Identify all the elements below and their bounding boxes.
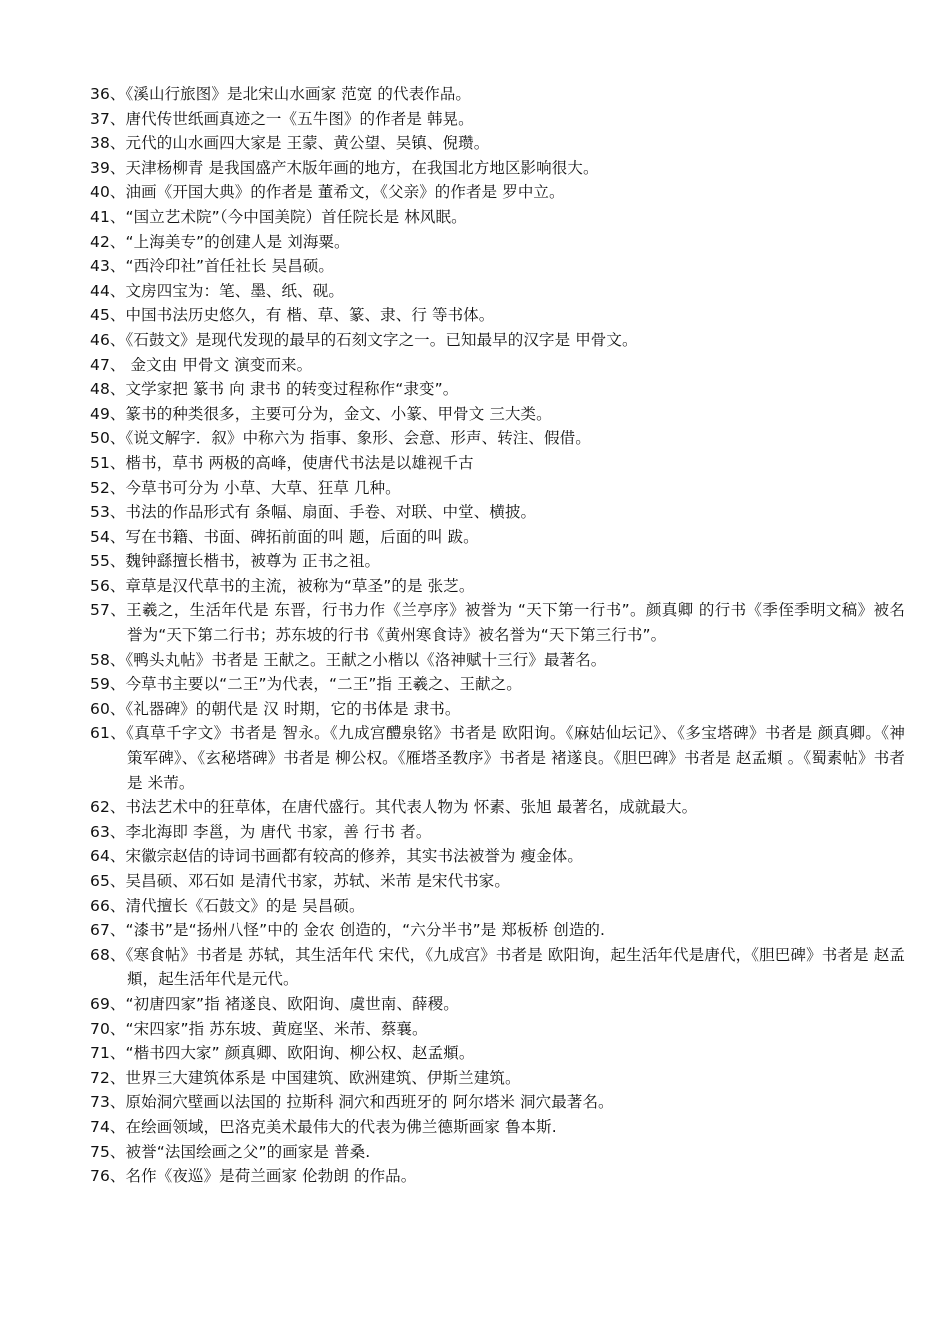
item-number: 49、 <box>90 404 126 423</box>
list-item <box>90 279 905 304</box>
list-item <box>90 820 905 845</box>
list-item <box>90 328 905 353</box>
list-item <box>90 303 905 328</box>
item-number: 43、 <box>90 257 126 276</box>
list-item <box>90 1017 905 1042</box>
item-number: 48、 <box>90 380 126 399</box>
item-text: 今草书可分为 小草、大草、狂草 几种。 <box>125 478 401 497</box>
list-item <box>90 894 905 919</box>
list-item <box>90 574 905 599</box>
list-item <box>90 254 905 279</box>
list-item <box>90 82 905 107</box>
item-text: 名作《夜巡》是荷兰画家 伦勃朗 的作品。 <box>125 1167 417 1186</box>
item-text: 元代的山水画四大家是 王蒙、黄公望、吴镇、倪瓒。 <box>125 134 490 153</box>
list-item <box>90 943 905 992</box>
list-item <box>90 180 905 205</box>
item-number: 37、 <box>90 109 126 128</box>
item-number: 75、 <box>90 1142 126 1161</box>
item-text: “初唐四家”指 褚遂良、欧阳询、虞世南、薛稷。 <box>125 994 459 1013</box>
item-text: 书法艺术中的狂草体，在唐代盛行。其代表人物为 怀素、张旭 最著名，成就最大。 <box>125 798 698 817</box>
item-text: 《石鼓文》是现代发现的最早的石刻文字之一。已知最早的汉字是 甲骨文。 <box>125 330 638 349</box>
list-item <box>90 230 905 255</box>
item-number: 65、 <box>90 872 126 890</box>
list-item <box>90 131 905 156</box>
list-item <box>90 672 905 697</box>
item-text: 章草是汉代草书的主流，被称为“草圣”的是 张芝。 <box>125 576 475 595</box>
list-item <box>90 795 905 820</box>
item-text: 文房四宝为：笔、墨、纸、砚。 <box>125 281 344 300</box>
item-text: 原始洞穴壁画以法国的 拉斯科 洞穴和西班牙的 阿尔塔米 洞穴最著名。 <box>125 1093 614 1112</box>
item-number: 71、 <box>90 1044 126 1063</box>
item-text: 吴昌硕、邓石如 是清代书家，苏轼、米芾 是宋代书家。 <box>125 872 510 890</box>
item-number: 55、 <box>90 552 126 571</box>
item-text: 写在书籍、书面、碑拓前面的叫 题，后面的叫 跋。 <box>125 527 479 546</box>
item-number: 36、 <box>90 85 126 103</box>
item-number: 72、 <box>90 1068 126 1087</box>
item-text: 今草书主要以“二王”为代表，“二王”指 王羲之、王献之。 <box>125 675 522 694</box>
item-text: 在绘画领域，巴洛克美术最伟大的代表为佛兰德斯画家 鲁本斯. <box>125 1117 557 1136</box>
numbered-list <box>90 82 905 1189</box>
item-number: 45、 <box>90 306 126 325</box>
item-text: 天津杨柳青 是我国盛产木版年画的地方，在我国北方地区影响很大。 <box>125 158 599 177</box>
item-text: “国立艺术院”（今中国美院）首任院长是 林风眠。 <box>125 207 467 226</box>
item-text: 《说文解字．叙》中称六为 指事、象形、会意、形声、转注、假借。 <box>125 429 591 448</box>
item-number: 44、 <box>90 281 126 300</box>
list-item <box>90 844 905 869</box>
item-number: 41、 <box>90 207 126 226</box>
item-text: 《礼器碑》的朝代是 汉 时期，它的书体是 隶书。 <box>125 699 461 718</box>
list-item <box>90 1041 905 1066</box>
list-item <box>90 697 905 722</box>
item-text: 《溪山行旅图》是北宋山水画家 范宽 的代表作品。 <box>125 85 472 103</box>
item-number: 67、 <box>90 921 126 940</box>
item-text: 金文由 甲骨文 演变而来。 <box>125 355 313 374</box>
item-number: 54、 <box>90 527 126 546</box>
item-text: 世界三大建筑体系是 中国建筑、欧洲建筑、伊斯兰建筑。 <box>125 1068 521 1087</box>
item-number: 51、 <box>90 453 126 472</box>
item-text: 楷书，草书 两极的高峰，使唐代书法是以雄视千古 <box>125 453 474 472</box>
list-item <box>90 1164 905 1189</box>
list-item <box>90 1090 905 1115</box>
list-item <box>90 1066 905 1091</box>
item-number: 58、 <box>90 650 126 669</box>
item-number: 62、 <box>90 798 126 817</box>
list-item <box>90 721 905 795</box>
list-item <box>90 353 905 378</box>
item-number: 46、 <box>90 330 126 349</box>
item-number: 40、 <box>90 183 126 202</box>
item-text: “上海美专”的创建人是 刘海粟。 <box>125 232 350 251</box>
list-item <box>90 451 905 476</box>
item-number: 69、 <box>90 994 126 1013</box>
item-text: “西泠印社”首任社长 吴昌硕。 <box>125 257 335 276</box>
item-text: “宋四家”指 苏东坡、黄庭坚、米芾、蔡襄。 <box>125 1019 428 1038</box>
list-item <box>90 1140 905 1165</box>
item-number: 50、 <box>90 429 126 448</box>
list-item <box>90 156 905 181</box>
list-item <box>90 426 905 451</box>
list-item <box>90 377 905 402</box>
item-text: “楷书四大家” 颜真卿、欧阳询、柳公权、赵孟頫。 <box>125 1044 475 1063</box>
list-item <box>90 107 905 132</box>
item-text: 魏钟繇擅长楷书，被尊为 正书之祖。 <box>125 552 381 571</box>
list-item <box>90 869 905 894</box>
item-number: 38、 <box>90 134 126 153</box>
list-item <box>90 525 905 550</box>
item-text: 篆书的种类很多，主要可分为，金文、小篆、甲骨文 三大类。 <box>125 404 552 423</box>
item-number: 57、 <box>90 601 127 620</box>
item-number: 61、 <box>90 724 127 743</box>
list-item <box>90 1115 905 1140</box>
item-number: 64、 <box>90 847 126 866</box>
item-number: 74、 <box>90 1117 126 1136</box>
item-text: 书法的作品形式有 条幅、扇面、手卷、对联、中堂、横披。 <box>125 503 537 522</box>
item-text: 中国书法历史悠久，有 楷、草、篆、隶、行 等书体。 <box>125 306 495 325</box>
item-text: 清代擅长《石鼓文》的是 吴昌硕。 <box>125 896 365 915</box>
item-number: 42、 <box>90 232 126 251</box>
item-text: 文学家把 篆书 向 隶书 的转变过程称作“隶变”。 <box>125 380 459 399</box>
list-item <box>90 549 905 574</box>
item-number: 59、 <box>90 675 126 694</box>
list-item <box>90 992 905 1017</box>
item-text: “漆书”是“扬州八怪”中的 金农 创造的，“六分半书”是 郑板桥 创造的. <box>125 921 606 940</box>
item-number: 52、 <box>90 478 126 497</box>
item-number: 73、 <box>90 1093 126 1112</box>
item-number: 70、 <box>90 1019 126 1038</box>
list-item <box>90 476 905 501</box>
item-text: 唐代传世纸画真迹之一《五牛图》的作者是 韩晃。 <box>125 109 474 128</box>
item-number: 53、 <box>90 503 126 522</box>
item-number: 63、 <box>90 822 126 841</box>
item-text: 《寒食帖》书者是 苏轼，其生活年代 宋代，《九成宫》书者是 欧阳询，起生活年代是唐代，《胆巴碑》书者是 赵孟頫，起生活年代是元代。 <box>125 945 905 989</box>
list-item <box>90 918 905 943</box>
item-number: 60、 <box>90 699 126 718</box>
item-text: 被誉“法国绘画之父”的画家是 普桑. <box>125 1142 371 1161</box>
list-item <box>90 500 905 525</box>
item-text: 《真草千字文》书者是 智永。《九成宫醴泉铭》书者是 欧阳询。《麻姑仙坛记》、《多宝塔碑》书者是 颜真卿。《神策军碑》、《玄秘塔碑》书者是 柳公权。《雁塔圣教序》书者是 褚遂良。《胆巴碑》书者是 赵孟頫 。《蜀素帖》书者是 米芾。 <box>126 724 906 792</box>
list-item <box>90 205 905 230</box>
list-item <box>90 402 905 427</box>
item-number: 56、 <box>90 576 126 595</box>
item-number: 47、 <box>90 355 126 374</box>
list-item <box>90 648 905 673</box>
item-text: 宋徽宗赵佶的诗词书画都有较高的修养，其实书法被誉为 瘦金体。 <box>125 847 583 866</box>
item-text: 王羲之，生活年代是 东晋，行书力作《兰亭序》被誉为 “天下第一行书”。颜真卿 的行书《季侄季明文稿》被名誉为“天下第二行书；苏东坡的行书《黄州寒食诗》被名誉为“天下第三行书”。 <box>126 601 905 645</box>
item-number: 66、 <box>90 896 126 915</box>
item-text: 油画《开国大典》的作者是 董希文，《父亲》的作者是 罗中立。 <box>125 183 565 202</box>
item-text: 李北海即 李邕，为 唐代 书家，善 行书 者。 <box>125 822 432 841</box>
list-item <box>90 598 905 647</box>
item-text: 《鸭头丸帖》书者是 王献之。王献之小楷以《洛神赋十三行》最著名。 <box>125 650 607 669</box>
item-number: 76、 <box>90 1167 126 1186</box>
item-number: 68、 <box>90 945 126 964</box>
item-number: 39、 <box>90 158 126 177</box>
